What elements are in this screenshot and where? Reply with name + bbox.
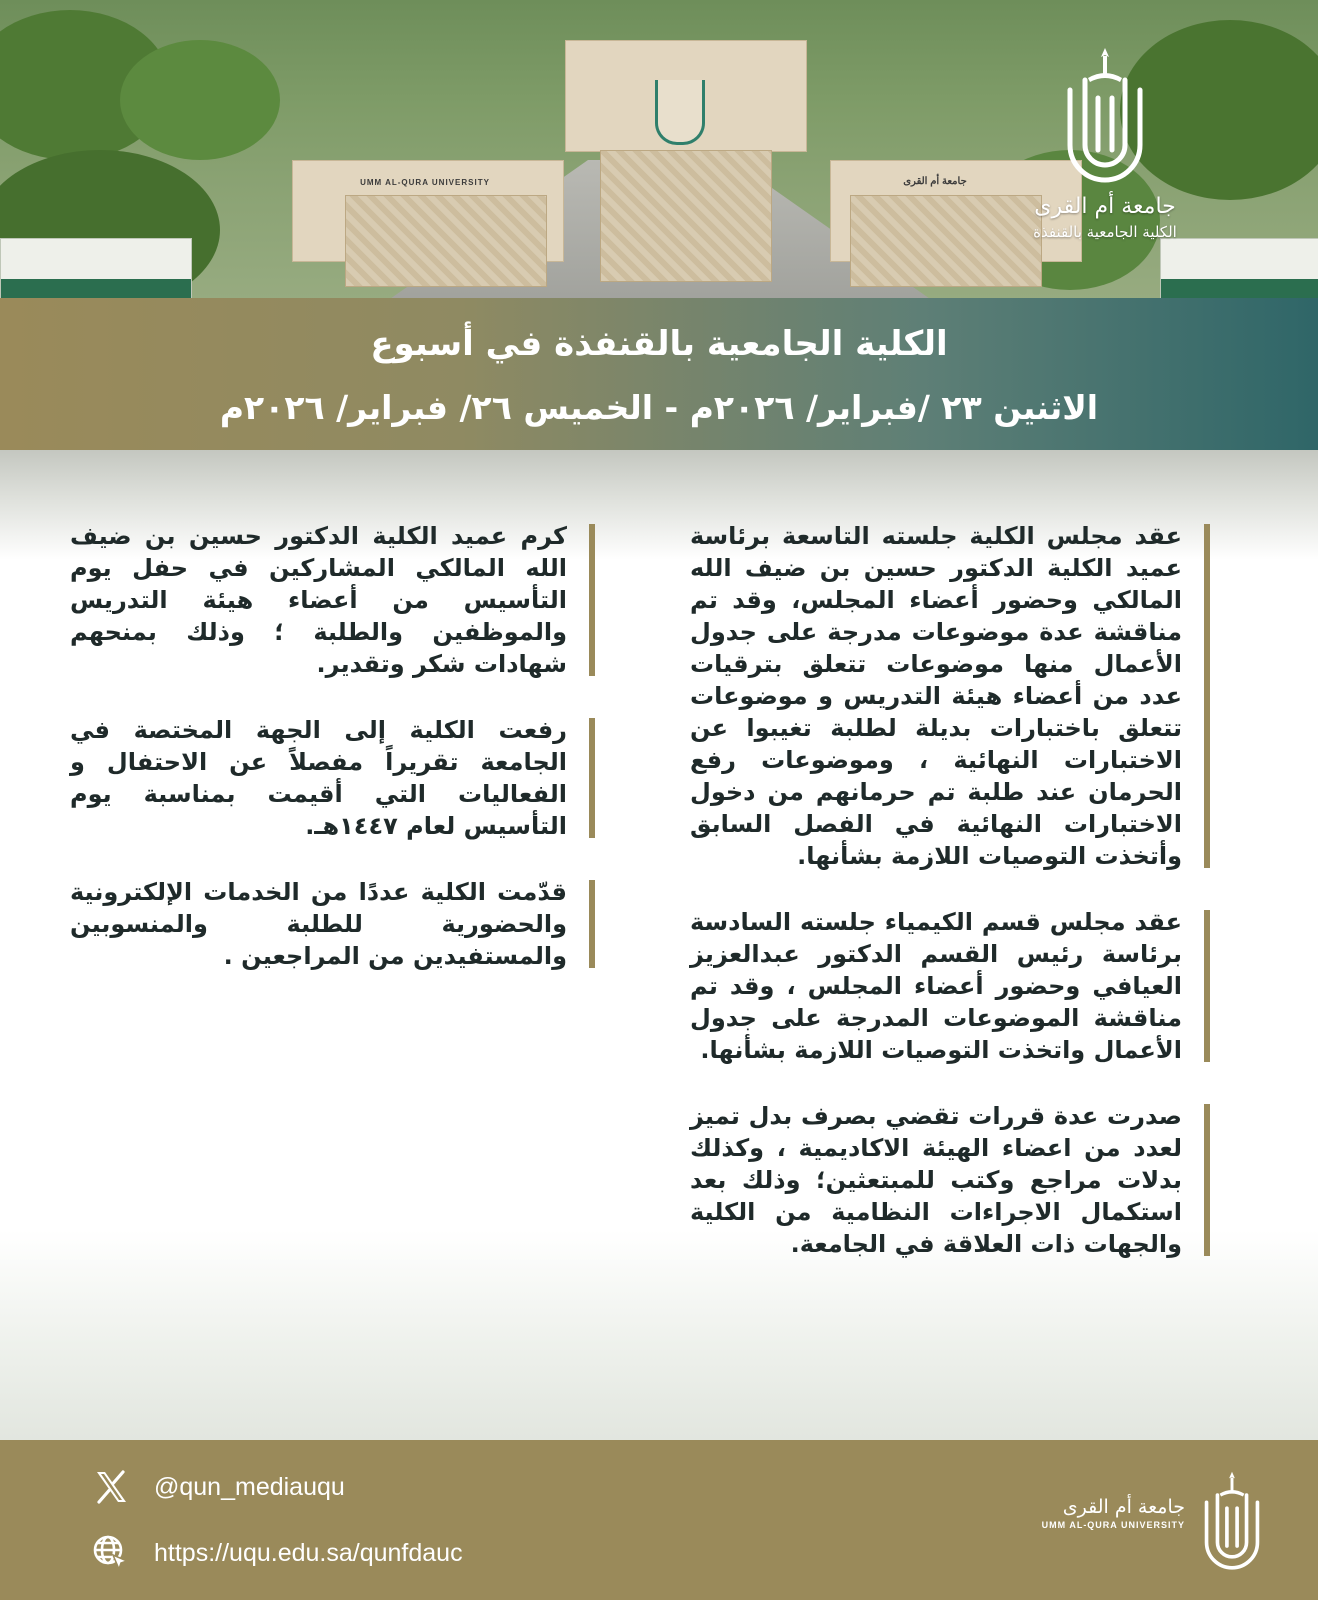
gate-sign-en: UMM AL-QURA UNIVERSITY — [360, 178, 490, 187]
x-account-link[interactable] — [90, 1466, 345, 1508]
news-item — [690, 1100, 1210, 1260]
x-handle[interactable]: @qun_mediauqu — [154, 1472, 345, 1501]
news-text: عقد مجلس الكلية جلسته التاسعة برئاسة عميد الكلية الدكتور حسين بن ضيف الله المالكي وحضور أعضاء المجلس، وقد تم مناقشة عدة موضوعات مدرجة على جدول الأعمال منها موضوعات تتعلق بترقيات عدد من أعضاء هيئة التدريس و موضوعات تتعلق باختبارات بديلة لطلبة تغيبوا عن الاختبارات النهائية ، وموضوعات رفع الحرمان عند طلبة تم حرمانهم من دخول الاختبارات النهائية في الفصل السابق وأتخذت التوصيات اللازمة بشأنها. — [690, 522, 1182, 870]
footer-logo-en: UMM AL-QURA UNIVERSITY — [1041, 1520, 1185, 1530]
news-column-right — [690, 520, 1210, 1294]
page-title: الكلية الجامعية بالقنفذة في أسبوع — [370, 324, 948, 364]
globe-cursor-icon — [90, 1532, 132, 1574]
news-text: صدرت عدة قررات تقضي بصرف بدل تميز لعدد من اعضاء الهيئة الاكاديمية ، وكذلك بدلات مراجع وكتب للمبتعثين؛ وذلك بعد استكمال الاجراءات النظامية من الكلية والجهات ذات العلاقة في الجامعة. — [690, 1102, 1182, 1258]
news-item — [70, 876, 595, 972]
title-band — [0, 298, 1318, 450]
website-url[interactable]: https://uqu.edu.sa/qunfdauc — [154, 1538, 463, 1567]
news-text: قدّمت الكلية عددًا من الخدمات الإلكترونية والحضورية للطلبة والمنسوبين والمستفيدين من المراجعين . — [70, 878, 567, 970]
university-emblem-icon — [1050, 40, 1160, 190]
news-item — [690, 906, 1210, 1066]
logo-college-name: الكلية الجامعية بالقنفذة — [1033, 223, 1177, 241]
news-item — [690, 520, 1210, 872]
campus-photo — [0, 0, 1318, 300]
university-emblem-icon — [1192, 1458, 1272, 1583]
date-range: الاثنين ٢٣ /فبراير/ ٢٠٢٦م - الخميس ٢٦/ فبراير/ ٢٠٢٦م — [219, 388, 1099, 427]
news-item — [70, 714, 595, 842]
x-logo-icon — [90, 1466, 132, 1508]
gate-sign-ar: جامعة أم القرى — [903, 176, 967, 187]
footer-logo-ar: جامعة أم القرى — [1062, 1496, 1185, 1518]
news-item — [70, 520, 595, 680]
website-link[interactable] — [90, 1532, 463, 1574]
news-column-left — [70, 520, 595, 1006]
logo-university-name: جامعة أم القرى — [1034, 194, 1176, 219]
gate-emblem-icon — [655, 80, 705, 145]
footer-university-logo — [1020, 1458, 1300, 1588]
news-text: رفعت الكلية إلى الجهة المختصة في الجامعة تقريراً مفصلاً عن الاحتفال و الفعاليات التي أقيمت بمناسبة يوم التأسيس لعام ١٤٤٧هـ. — [70, 716, 567, 840]
university-logo — [975, 40, 1235, 270]
footer — [0, 1440, 1318, 1600]
news-text: كرم عميد الكلية الدكتور حسين بن ضيف الله المالكي المشاركين في حفل يوم التأسيس من أعضاء هيئة التدريس والموظفين والطلبة ؛ وذلك بمنحهم شهادات شكر وتقدير. — [70, 522, 567, 678]
news-text: عقد مجلس قسم الكيمياء جلسته السادسة برئاسة رئيس القسم الدكتور عبدالعزيز العيافي وحضور أعضاء المجلس ، وقد تم مناقشة الموضوعات المدرجة على جدول الأعمال واتخذت التوصيات اللازمة بشأنها. — [690, 908, 1182, 1064]
